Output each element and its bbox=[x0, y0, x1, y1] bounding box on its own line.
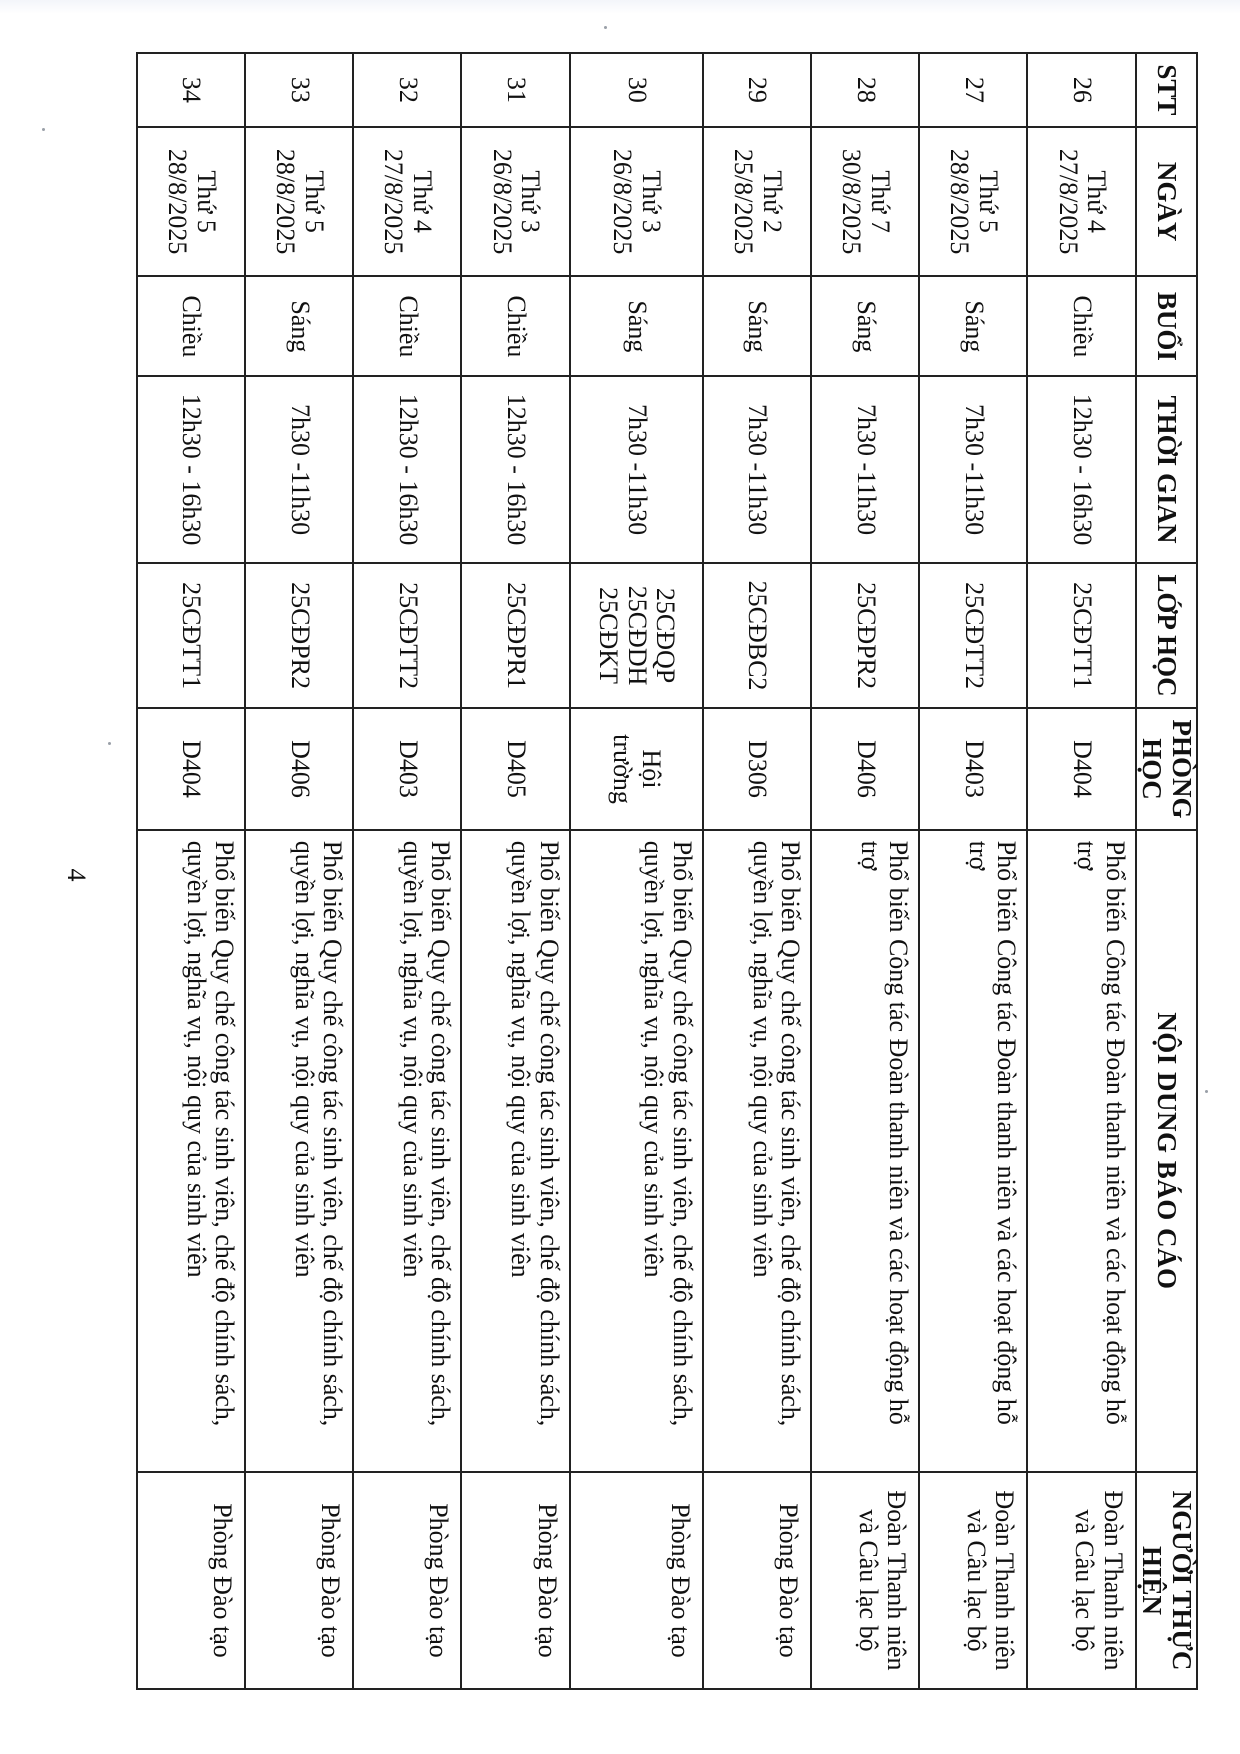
table-row bbox=[137, 53, 245, 1689]
cell-date: Thứ 5 28/8/2025 bbox=[137, 127, 245, 277]
cell-room: D405 bbox=[461, 708, 569, 830]
table-header-row bbox=[1136, 53, 1197, 1689]
cell-date: Thứ 4 27/8/2025 bbox=[1027, 127, 1135, 277]
cell-presenter: Phòng Đào tạo bbox=[245, 1472, 353, 1689]
header-stt: STT bbox=[1136, 53, 1197, 127]
cell-stt: 30 bbox=[570, 53, 703, 127]
header-presenter: NGƯỜI THỰC HIỆN bbox=[1136, 1472, 1197, 1689]
cell-content: Phổ biến Quy chế công tác sinh viên, chế độ chính sách, quyền lợi, nghĩa vụ, nội quy của sinh viên bbox=[137, 830, 245, 1472]
cell-content: Phổ biến Công tác Đoàn thanh niên và các hoạt động hỗ trợ bbox=[1027, 830, 1135, 1472]
cell-content: Phổ biến Công tác Đoàn thanh niên và các hoạt động hỗ trợ bbox=[811, 830, 919, 1472]
cell-date: Thứ 7 30/8/2025 bbox=[811, 127, 919, 277]
cell-room: D403 bbox=[353, 708, 461, 830]
cell-time: 12h30 - 16h30 bbox=[137, 376, 245, 563]
cell-presenter: Đoàn Thanh niên và Câu lạc bộ bbox=[811, 1472, 919, 1689]
cell-class: 25CĐPR2 bbox=[811, 563, 919, 708]
header-date: NGÀY bbox=[1136, 127, 1197, 277]
table-row bbox=[353, 53, 461, 1689]
rotated-page-content bbox=[136, 52, 1198, 1690]
cell-session: Sáng bbox=[703, 276, 811, 376]
cell-presenter: Đoàn Thanh niên và Câu lạc bộ bbox=[1027, 1472, 1135, 1689]
cell-stt: 26 bbox=[1027, 53, 1135, 127]
cell-stt: 28 bbox=[811, 53, 919, 127]
cell-stt: 29 bbox=[703, 53, 811, 127]
cell-date: Thứ 5 28/8/2025 bbox=[245, 127, 353, 277]
cell-content: Phổ biến Quy chế công tác sinh viên, chế độ chính sách, quyền lợi, nghĩa vụ, nội quy của sinh viên bbox=[703, 830, 811, 1472]
cell-time: 7h30 -11h30 bbox=[245, 376, 353, 563]
cell-stt: 33 bbox=[245, 53, 353, 127]
cell-stt: 31 bbox=[461, 53, 569, 127]
cell-class: 25CĐBC2 bbox=[703, 563, 811, 708]
cell-presenter: Phòng Đào tạo bbox=[703, 1472, 811, 1689]
cell-session: Sáng bbox=[570, 276, 703, 376]
cell-class: 25CĐTT2 bbox=[353, 563, 461, 708]
scan-speck bbox=[108, 742, 111, 745]
cell-session: Sáng bbox=[811, 276, 919, 376]
page-number: 4 bbox=[62, 868, 91, 882]
scan-speck bbox=[604, 26, 607, 29]
table-row bbox=[245, 53, 353, 1689]
cell-class: 25CĐTT1 bbox=[1027, 563, 1135, 708]
cell-presenter: Đoàn Thanh niên và Câu lạc bộ bbox=[919, 1472, 1027, 1689]
cell-time: 12h30 - 16h30 bbox=[461, 376, 569, 563]
cell-content: Phổ biến Công tác Đoàn thanh niên và các hoạt động hỗ trợ bbox=[919, 830, 1027, 1472]
cell-room: D404 bbox=[137, 708, 245, 830]
cell-presenter: Phòng Đào tạo bbox=[461, 1472, 569, 1689]
cell-class: 25CĐPR2 bbox=[245, 563, 353, 708]
cell-time: 7h30 -11h30 bbox=[811, 376, 919, 563]
cell-time: 12h30 - 16h30 bbox=[353, 376, 461, 563]
cell-time: 12h30 - 16h30 bbox=[1027, 376, 1135, 563]
cell-presenter: Phòng Đào tạo bbox=[137, 1472, 245, 1689]
cell-time: 7h30 -11h30 bbox=[703, 376, 811, 563]
cell-presenter: Phòng Đào tạo bbox=[570, 1472, 703, 1689]
cell-content: Phổ biến Quy chế công tác sinh viên, chế độ chính sách, quyền lợi, nghĩa vụ, nội quy của sinh viên bbox=[570, 830, 703, 1472]
cell-date: Thứ 5 28/8/2025 bbox=[919, 127, 1027, 277]
table-row bbox=[811, 53, 919, 1689]
cell-date: Thứ 2 25/8/2025 bbox=[703, 127, 811, 277]
cell-session: Sáng bbox=[919, 276, 1027, 376]
table-row bbox=[703, 53, 811, 1689]
scan-speck bbox=[1205, 1090, 1208, 1093]
cell-session: Chiều bbox=[461, 276, 569, 376]
cell-date: Thứ 3 26/8/2025 bbox=[461, 127, 569, 277]
cell-room: D306 bbox=[703, 708, 811, 830]
cell-class: 25CĐQP 25CĐDH 25CĐKT bbox=[570, 563, 703, 708]
cell-session: Chiều bbox=[353, 276, 461, 376]
cell-class: 25CĐTT1 bbox=[137, 563, 245, 708]
cell-date: Thứ 4 27/8/2025 bbox=[353, 127, 461, 277]
cell-stt: 34 bbox=[137, 53, 245, 127]
cell-content: Phổ biến Quy chế công tác sinh viên, chế độ chính sách, quyền lợi, nghĩa vụ, nội quy của sinh viên bbox=[353, 830, 461, 1472]
cell-time: 7h30 -11h30 bbox=[570, 376, 703, 563]
cell-room: D403 bbox=[919, 708, 1027, 830]
cell-session: Chiều bbox=[137, 276, 245, 376]
table-row bbox=[1027, 53, 1135, 1689]
cell-session: Sáng bbox=[245, 276, 353, 376]
table-row bbox=[919, 53, 1027, 1689]
table-row bbox=[461, 53, 569, 1689]
report-schedule-table bbox=[136, 52, 1198, 1690]
cell-room: D404 bbox=[1027, 708, 1135, 830]
cell-stt: 32 bbox=[353, 53, 461, 127]
header-content: NỘI DUNG BÁO CÁO bbox=[1136, 830, 1197, 1472]
scan-speck bbox=[42, 128, 45, 131]
cell-session: Chiều bbox=[1027, 276, 1135, 376]
header-class: LỚP HỌC bbox=[1136, 563, 1197, 708]
cell-content: Phổ biến Quy chế công tác sinh viên, chế độ chính sách, quyền lợi, nghĩa vụ, nội quy của sinh viên bbox=[461, 830, 569, 1472]
header-session: BUỔI bbox=[1136, 276, 1197, 376]
cell-room: D406 bbox=[811, 708, 919, 830]
cell-time: 7h30 -11h30 bbox=[919, 376, 1027, 563]
cell-presenter: Phòng Đào tạo bbox=[353, 1472, 461, 1689]
header-room: PHÒNG HỌC bbox=[1136, 708, 1197, 830]
cell-date: Thứ 3 26/8/2025 bbox=[570, 127, 703, 277]
cell-content: Phổ biến Quy chế công tác sinh viên, chế độ chính sách, quyền lợi, nghĩa vụ, nội quy của sinh viên bbox=[245, 830, 353, 1472]
cell-class: 25CĐPR1 bbox=[461, 563, 569, 708]
scan-top-edge bbox=[0, 0, 1240, 14]
cell-stt: 27 bbox=[919, 53, 1027, 127]
table-row bbox=[570, 53, 703, 1689]
header-time: THỜI GIAN bbox=[1136, 376, 1197, 563]
cell-room: Hội trường bbox=[570, 708, 703, 830]
cell-room: D406 bbox=[245, 708, 353, 830]
cell-class: 25CĐTT2 bbox=[919, 563, 1027, 708]
